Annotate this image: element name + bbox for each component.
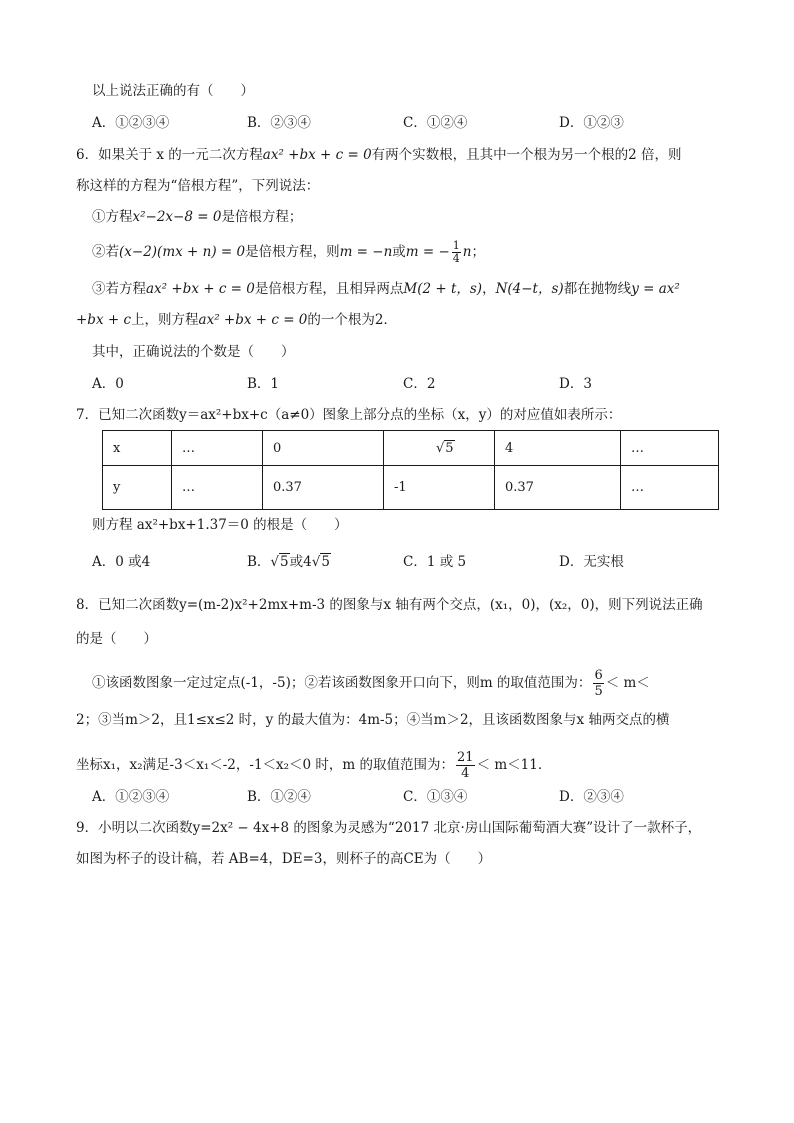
table-cell: 4	[495, 431, 621, 466]
prev-option-b[interactable]: B．②③④	[247, 115, 311, 131]
q7-option-a[interactable]: A．0 或4	[92, 554, 151, 570]
q6-stem-line2: 称这样的方程为“倍根方程”，下列说法：	[76, 178, 320, 194]
table-cell: …	[172, 431, 263, 466]
prev-question-tail: 以上说法正确的有（ ）	[92, 83, 254, 99]
q6-ask: 其中，正确说法的个数是（ ）	[92, 344, 295, 360]
q6-option-b[interactable]: B．1	[247, 376, 280, 392]
fraction-six-fifths: $\frac{6}{5}$	[594, 668, 603, 699]
q8-option-c[interactable]: C．①③④	[403, 789, 468, 805]
q9-stem-line2: 如图为杯子的设计稿，若 AB=4，DE=3，则杯子的高CE为（ ）	[76, 851, 492, 867]
q8-option-d[interactable]: D．②③④	[559, 789, 624, 805]
fraction-one-quarter: $\frac{1}{4}$	[452, 239, 460, 265]
table-row	[103, 431, 719, 466]
prev-option-c[interactable]: C．①②④	[403, 115, 468, 131]
table-cell: y	[103, 466, 172, 510]
q6-option-d[interactable]: D．3	[559, 376, 592, 392]
table-cell: 0.37	[495, 466, 621, 510]
q6-option-c[interactable]: C．2	[403, 376, 436, 392]
q9-stem-line1: 9．小明以二次函数y=2x² − 4x+8 的图象为灵感为“2017 北京·房山国际葡萄酒大赛”设计了一款杯子，	[76, 820, 702, 836]
table-cell: …	[621, 466, 719, 510]
q7-option-c[interactable]: C．1 或 5	[403, 554, 467, 570]
table-cell: x	[103, 431, 172, 466]
q8-option-b[interactable]: B．①②④	[247, 789, 311, 805]
q6-statement-3-line2: +bx + c上，则方程ax² +bx + c = 0的一个根为2．	[76, 312, 397, 328]
q8-statements-line1: ①该函数图象一定过定点(-1，-5)；②若该函数图象开口向下，则m 的取值范围为： $\frac{6}{5}$ ＜ m＜	[92, 668, 650, 699]
q7-stem: 7．已知二次函数y＝ax²+bx+c（a≠0）图象上部分点的坐标（x，y）的对应值如表所示：	[76, 407, 622, 423]
q7-ask: 则方程 ax²+bx+1.37＝0 的根是（ ）	[92, 517, 348, 533]
q6-stem-line1: 6．如果关于 x 的一元二次方程ax² +bx + c = 0有两个实数根，且其中一个根为另一个根的2 倍，则	[76, 147, 682, 163]
q6-option-a[interactable]: A．0	[92, 376, 124, 392]
table-cell: 0.37	[263, 466, 384, 510]
q6-statement-1: ①方程x²−2x−8 = 0是倍根方程；	[92, 209, 303, 225]
table-cell: …	[621, 431, 719, 466]
q7-option-d[interactable]: D．无实根	[559, 554, 624, 570]
table-cell	[384, 431, 495, 466]
table-cell: 0	[263, 431, 384, 466]
q8-statements-line3: 坐标x₁，x₂满足-3＜x₁＜-2，-1＜x₂＜0 时，m 的取值范围为： $\frac{21}{4}$ ＜ m＜11．	[76, 750, 552, 781]
prev-option-a[interactable]: A．①②③④	[92, 115, 170, 131]
q8-statements-line2: 2；③当m＞2，且1≤x≤2 时，y 的最大值为：4m-5；④当m＞2，且该函数图象与x 轴两交点的横	[76, 712, 670, 728]
q8-stem-line1: 8．已知二次函数y=(m-2)x²+2mx+m-3 的图象与x 轴有两个交点，(x₁，0)，(x₂，0)，则下列说法正确	[76, 597, 703, 613]
q8-option-a[interactable]: A．①②③④	[92, 789, 170, 805]
q8-stem-line2: 的是（ ）	[76, 631, 157, 647]
table-cell: -1	[384, 466, 495, 510]
fraction-21-quarters: $\frac{21}{4}$	[457, 750, 474, 781]
q6-statement-2: ②若(x−2)(mx + n) = 0是倍根方程，则m = −n或m = − $\frac{1}{4}$ n；	[92, 239, 485, 265]
q6-statement-3-line1: ③若方程ax² +bx + c = 0是倍根方程，且相异两点M(2 + t，s)，N(4−t，s)都在抛物线y = ax²	[92, 281, 680, 297]
table-row	[103, 466, 719, 510]
table-cell: …	[172, 466, 263, 510]
q7-value-table	[102, 430, 719, 510]
sqrt-expression: √5	[436, 440, 454, 456]
prev-option-d[interactable]: D．①②③	[559, 115, 624, 131]
q7-option-b[interactable]: B．√5或4√5	[247, 554, 330, 570]
